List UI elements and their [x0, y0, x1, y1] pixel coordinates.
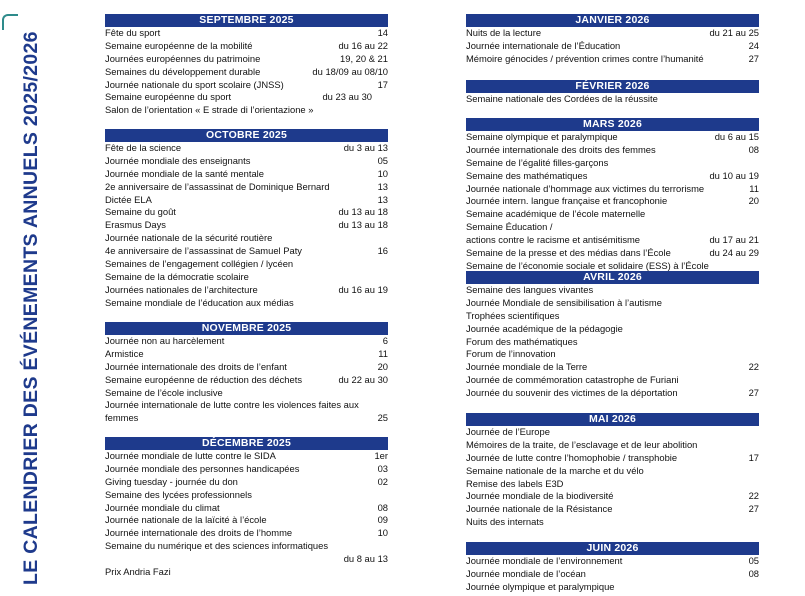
event-title: Journée mondiale de l’environnement [466, 555, 623, 566]
event-date: 20 [377, 360, 388, 372]
event-row [105, 219, 388, 232]
event-date: 27 [748, 52, 759, 64]
event-date: 14 [377, 27, 388, 38]
event-row [105, 53, 388, 66]
event-row [466, 157, 759, 170]
event-row [466, 387, 759, 400]
event-row [105, 142, 388, 155]
event-row [466, 503, 759, 516]
month-section-november [105, 322, 388, 425]
event-date: du 18/09 au 08/10 [312, 65, 388, 77]
event-row [466, 310, 759, 323]
event-title: Semaine des mathématiques [466, 169, 588, 181]
event-row [466, 426, 759, 439]
event-title: Journée mondiale de la biodiversité [466, 490, 614, 502]
event-row [105, 232, 388, 245]
left-column-october [105, 129, 388, 310]
event-title: Semaine de l’égalité filles-garçons [466, 156, 609, 168]
event-row [466, 27, 759, 40]
event-date: 08 [748, 143, 759, 155]
event-row [105, 284, 388, 297]
event-row [105, 194, 388, 207]
event-row [466, 465, 759, 478]
event-date: du 23 au 30 [322, 91, 372, 103]
event-title: Semaine nationale des Cordées de la réussite [466, 93, 658, 104]
month-section-march [466, 118, 759, 273]
event-row [466, 439, 759, 452]
event-title: actions contre le racisme et antisémitisme [466, 234, 641, 246]
event-date: 27 [748, 387, 759, 399]
event-title: Erasmus Days [105, 219, 166, 231]
event-title: Journée nationale de la Résistance [466, 503, 613, 515]
right-column-may [466, 413, 759, 529]
event-row [466, 284, 759, 297]
event-title: Semaine du goût [105, 206, 176, 218]
event-title: Semaines du développement durable [105, 65, 261, 77]
event-row [466, 336, 759, 349]
event-title: Journée de commémoration catastrophe de Furiani [466, 374, 679, 386]
event-title: Journée internationale de l’Éducation [466, 39, 621, 51]
event-row [105, 374, 388, 387]
event-row [105, 399, 388, 412]
event-date: 03 [377, 462, 388, 474]
event-row [105, 66, 388, 79]
event-date: du 16 au 19 [338, 283, 388, 295]
event-title: Mémoire génocides / prévention crimes contre l’humanité [466, 52, 704, 64]
right-column-march [466, 118, 759, 273]
event-date: du 21 au 25 [709, 27, 759, 38]
event-title: Journée de lutte contre l’homophobie / transphobie [466, 451, 678, 463]
event-date: 24 [748, 39, 759, 51]
event-date: 11 [749, 182, 759, 194]
event-date: du 24 au 29 [709, 247, 759, 259]
month-header: NOVEMBRE 2025 [105, 322, 388, 335]
event-title: Semaine européenne de la mobilité [105, 39, 253, 51]
event-title: Semaine des langues vivantes [466, 284, 594, 295]
event-row [466, 361, 759, 374]
event-row [105, 489, 388, 502]
event-title: Journée du souvenir des victimes de la déportation [466, 387, 678, 399]
event-row [105, 40, 388, 53]
event-title: Semaine de l’économie sociale et solidaire (ESS) à l’École [466, 259, 709, 271]
event-title: Journée nationale du sport scolaire (JNSS) [105, 78, 284, 90]
event-row [466, 208, 759, 221]
month-header: MARS 2026 [466, 118, 759, 131]
event-date: 19, 20 & 21 [340, 52, 388, 64]
event-title: Journée mondiale de la Terre [466, 361, 588, 373]
month-section-april [466, 271, 759, 400]
event-row [466, 452, 759, 465]
event-title: Semaine du numérique et des sciences informatiques [105, 540, 329, 552]
month-header: AVRIL 2026 [466, 271, 759, 284]
event-row [466, 195, 759, 208]
event-date: du 22 au 30 [338, 373, 388, 385]
event-title: Journée internationale des droits de l’homme [105, 527, 293, 539]
month-header: JUIN 2026 [466, 542, 759, 555]
event-row [466, 170, 759, 183]
event-title: Semaine mondiale de l’éducation aux médias [105, 296, 294, 308]
event-date: du 16 au 22 [338, 39, 388, 51]
event-row [466, 581, 759, 594]
event-title: Semaine de la presse et des médias dans l’École [466, 247, 671, 259]
event-title: Semaine olympique et paralympique [466, 131, 618, 142]
event-row [466, 131, 759, 144]
event-title: Semaine de la démocratie scolaire [105, 270, 249, 282]
event-date: 09 [377, 514, 388, 526]
event-title: Journée internationale des droits des femmes [466, 143, 656, 155]
event-title: Journée Mondiale de sensibilisation à l’autisme [466, 296, 662, 308]
event-title: Journée nationale de la sécurité routière [105, 232, 273, 244]
left-column-december [105, 437, 388, 579]
event-date: 10 [377, 167, 388, 179]
event-row [105, 450, 388, 463]
month-header: FÉVRIER 2026 [466, 80, 759, 93]
month-section-may [466, 413, 759, 529]
event-row [466, 234, 759, 247]
event-row [466, 40, 759, 53]
event-row [105, 206, 388, 219]
event-title: Journée intern. langue française et francophonie [466, 195, 668, 207]
event-date: du 3 au 13 [343, 142, 388, 153]
event-row [105, 502, 388, 515]
event-title: Semaine européenne de réduction des déchets [105, 373, 303, 385]
event-title: Journée mondiale de la santé mentale [105, 167, 264, 179]
event-title: Journées nationales de l’architecture [105, 283, 258, 295]
event-row [466, 478, 759, 491]
month-header: OCTOBRE 2025 [105, 129, 388, 142]
event-row [466, 323, 759, 336]
month-header: DÉCEMBRE 2025 [105, 437, 388, 450]
month-header: MAI 2026 [466, 413, 759, 426]
event-title: Journée non au harcèlement [105, 335, 225, 346]
event-row [105, 540, 388, 553]
event-title: Giving tuesday - journée du don [105, 475, 238, 487]
month-section-december [105, 437, 388, 579]
event-date: 25 [377, 412, 388, 424]
event-row [466, 555, 759, 568]
event-date: 02 [377, 475, 388, 487]
event-row [105, 104, 388, 117]
right-column-june [466, 542, 759, 594]
page-title: LE CALENDRIER DES ÉVÉNEMENTS ANNUELS 2025/2026 [20, 31, 42, 585]
left-column [105, 14, 388, 117]
event-title: Semaine européenne du sport [105, 91, 232, 103]
event-row [105, 91, 388, 104]
event-row [105, 553, 388, 566]
event-title: Journée internationale des droits de l’enfant [105, 360, 287, 372]
event-title: Semaine nationale de la marche et du vélo [466, 464, 644, 476]
event-row [466, 53, 759, 66]
event-title: Armistice [105, 347, 144, 359]
event-date: 08 [377, 501, 388, 513]
left-column-november [105, 322, 388, 425]
event-row [466, 516, 759, 529]
event-title: Journée nationale de la laïcité à l’école [105, 514, 267, 526]
event-row [105, 27, 388, 40]
month-section-september [105, 14, 388, 117]
month-section-june [466, 542, 759, 594]
event-date: 6 [382, 335, 388, 346]
event-title: Journée internationale de lutte contre les violences faites aux [105, 399, 359, 411]
event-title: Forum de l’innovation [466, 348, 556, 360]
event-row [105, 335, 388, 348]
event-date: 1er [374, 450, 388, 461]
right-column-january [466, 14, 759, 66]
event-row [105, 155, 388, 168]
event-title: Journée de l’Europe [466, 426, 550, 437]
event-title: Semaine Éducation / [466, 221, 553, 233]
right-column-february [466, 80, 759, 106]
event-row [105, 412, 388, 425]
event-date: 22 [748, 490, 759, 502]
event-row [105, 271, 388, 284]
event-row [105, 476, 388, 489]
event-title: Semaines de l’engagement collégien / lycéen [105, 258, 294, 270]
event-date: 11 [378, 347, 388, 359]
event-title: Fête du sport [105, 27, 161, 38]
event-date: 27 [748, 503, 759, 515]
event-row [466, 144, 759, 157]
event-title: Journée olympique et paralympique [466, 580, 615, 592]
month-section-october [105, 129, 388, 310]
event-row [105, 79, 388, 92]
event-title: Journée mondiale des enseignants [105, 154, 251, 166]
event-title: Remise des labels E3D [466, 477, 564, 489]
event-title: Dictée ELA [105, 193, 152, 205]
event-date: 20 [748, 195, 759, 207]
month-header: SEPTEMBRE 2025 [105, 14, 388, 27]
event-title: Forum des mathématiques [466, 335, 578, 347]
event-date: 17 [748, 451, 759, 463]
event-date: 10 [377, 527, 388, 539]
event-title: Journée mondiale des personnes handicapées [105, 462, 300, 474]
event-title: Semaine des lycées professionnels [105, 488, 252, 500]
event-date: du 13 au 18 [338, 206, 388, 218]
event-row [105, 245, 388, 258]
event-title: Nuits des internats [466, 516, 544, 528]
event-date: 05 [748, 555, 759, 566]
event-row [105, 387, 388, 400]
event-row [466, 568, 759, 581]
event-row [466, 93, 759, 106]
event-title: 2e anniversaire de l’assassinat de Dominique Bernard [105, 180, 330, 192]
event-title: Journée académique de la pédagogie [466, 322, 623, 334]
event-row [105, 361, 388, 374]
right-column-april [466, 271, 759, 400]
event-row [105, 297, 388, 310]
event-date: du 13 au 18 [338, 219, 388, 231]
event-date: 22 [748, 361, 759, 373]
month-section-january [466, 14, 759, 66]
event-title: Semaine de l’école inclusive [105, 386, 223, 398]
event-date: du 17 au 21 [709, 234, 759, 246]
event-row [466, 297, 759, 310]
event-row [105, 463, 388, 476]
event-row [105, 168, 388, 181]
event-row [466, 183, 759, 196]
month-header: JANVIER 2026 [466, 14, 759, 27]
event-row [105, 348, 388, 361]
event-title: Journée mondiale de l’océan [466, 567, 586, 579]
event-title: Fête de la science [105, 142, 182, 153]
event-date: 05 [377, 154, 388, 166]
event-row [105, 181, 388, 194]
event-date: 08 [748, 567, 759, 579]
event-row [105, 566, 388, 579]
event-title: Journée mondiale de lutte contre le SIDA [105, 450, 276, 461]
event-row [466, 348, 759, 361]
event-date: 13 [377, 193, 388, 205]
event-row [105, 527, 388, 540]
event-date: du 6 au 15 [714, 131, 759, 142]
event-row [466, 247, 759, 260]
event-title: femmes [105, 412, 139, 424]
corner-bracket-decoration [2, 14, 18, 30]
event-title: Journée mondiale du climat [105, 501, 220, 513]
event-row [466, 374, 759, 387]
event-title: Salon de l’orientation « E strade di l’orientazione » [105, 104, 314, 116]
event-title: 4e anniversaire de l’assassinat de Samuel Paty [105, 245, 302, 257]
event-date: du 10 au 19 [709, 169, 759, 181]
event-title: Journée nationale d’hommage aux victimes du terrorisme [466, 182, 705, 194]
event-title: Semaine académique de l’école maternelle [466, 208, 646, 220]
event-title: Mémoires de la traite, de l’esclavage et de leur abolition [466, 438, 698, 450]
event-title: Nuits de la lecture [466, 27, 542, 38]
event-row [105, 514, 388, 527]
event-row [466, 490, 759, 503]
event-title: Journées européennes du patrimoine [105, 52, 261, 64]
event-row [466, 221, 759, 234]
event-row [105, 258, 388, 271]
event-date: du 8 au 13 [343, 553, 388, 565]
event-date: 17 [377, 78, 388, 90]
event-title: Prix Andria Fazi [105, 566, 171, 578]
month-section-february [466, 80, 759, 106]
event-date: 13 [377, 180, 388, 192]
event-date: 16 [377, 245, 388, 257]
event-title: Trophées scientifiques [466, 309, 560, 321]
